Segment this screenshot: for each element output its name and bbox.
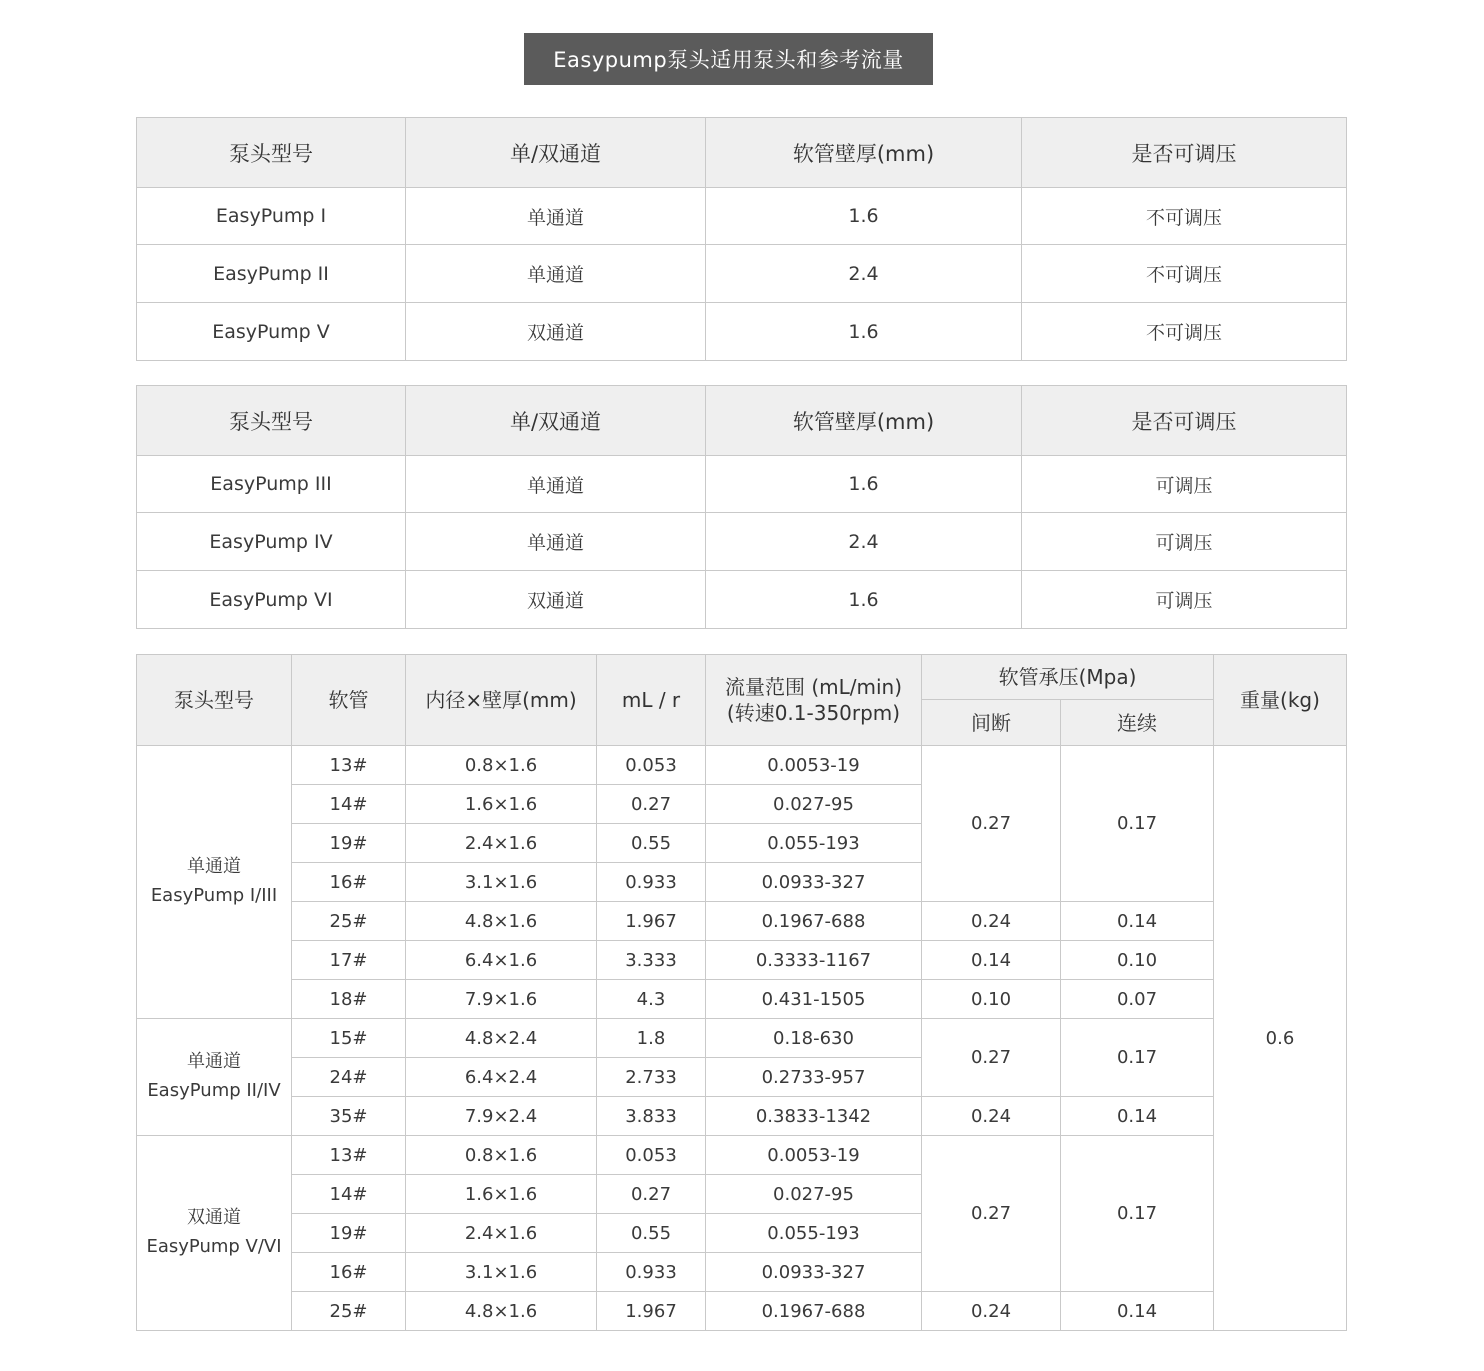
cell-ml-per-rev: 0.27 [597, 1175, 706, 1214]
header-weight: 重量(kg) [1214, 655, 1347, 746]
cell-ml-per-rev: 0.933 [597, 1253, 706, 1292]
cell-continuous: 0.17 [1061, 1019, 1214, 1097]
table-row [137, 1292, 1347, 1331]
cell-tube: 14# [292, 1175, 406, 1214]
cell-tube: 19# [292, 1214, 406, 1253]
header-intermittent: 间断 [922, 700, 1061, 746]
cell-model: EasyPump III [137, 456, 406, 513]
cell-wall-thickness: 1.6 [706, 303, 1022, 361]
cell-tube: 17# [292, 941, 406, 980]
cell-tube: 15# [292, 1019, 406, 1058]
cell-tube: 18# [292, 980, 406, 1019]
cell-ml-per-rev: 0.55 [597, 1214, 706, 1253]
header-model: 泵头型号 [137, 118, 406, 188]
group-label [137, 1136, 292, 1331]
group-channel: 双通道 [187, 1207, 241, 1229]
cell-ml-per-rev: 3.833 [597, 1097, 706, 1136]
cell-dims: 4.8×1.6 [406, 902, 597, 941]
cell-dims: 1.6×1.6 [406, 785, 597, 824]
cell-wall-thickness: 2.4 [706, 513, 1022, 571]
cell-wall-thickness: 2.4 [706, 245, 1022, 303]
page-title: Easypump泵头适用泵头和参考流量 [524, 33, 933, 85]
cell-continuous: 0.14 [1061, 1292, 1214, 1331]
cell-channel: 单通道 [406, 456, 706, 513]
group-channel: 单通道 [187, 1051, 241, 1073]
header-adjustable: 是否可调压 [1022, 118, 1347, 188]
cell-adjustable: 不可调压 [1022, 303, 1347, 361]
cell-flow: 0.431-1505 [706, 980, 922, 1019]
table-header-row [137, 655, 1347, 700]
group-model: EasyPump II/IV [147, 1080, 281, 1101]
cell-flow: 0.0933-327 [706, 1253, 922, 1292]
cell-ml-per-rev: 1.8 [597, 1019, 706, 1058]
cell-ml-per-rev: 0.053 [597, 746, 706, 785]
table-row [137, 456, 1347, 513]
table-row [137, 571, 1347, 629]
cell-dims: 6.4×1.6 [406, 941, 597, 980]
cell-channel: 双通道 [406, 571, 706, 629]
cell-intermittent: 0.14 [922, 941, 1061, 980]
table-header-row [137, 386, 1347, 456]
header-dims: 内径×壁厚(mm) [406, 655, 597, 746]
cell-dims: 6.4×2.4 [406, 1058, 597, 1097]
table-row [137, 1019, 1347, 1058]
group-model: EasyPump I/III [150, 885, 278, 906]
cell-model: EasyPump II [137, 245, 406, 303]
table-row [137, 902, 1347, 941]
cell-tube: 25# [292, 1292, 406, 1331]
header-channel: 单/双通道 [406, 118, 706, 188]
cell-ml-per-rev: 0.27 [597, 785, 706, 824]
pump-head-table-adjustable [136, 385, 1347, 629]
cell-adjustable: 不可调压 [1022, 245, 1347, 303]
header-model: 泵头型号 [137, 655, 292, 746]
cell-model: EasyPump V [137, 303, 406, 361]
header-flow-line1: 流量范围 (mL/min) [724, 675, 903, 699]
cell-tube: 13# [292, 746, 406, 785]
header-pressure: 软管承压(Mpa) [922, 655, 1214, 700]
cell-flow: 0.18-630 [706, 1019, 922, 1058]
header-flow-range [706, 655, 922, 746]
cell-channel: 双通道 [406, 303, 706, 361]
cell-tube: 16# [292, 1253, 406, 1292]
cell-model: EasyPump IV [137, 513, 406, 571]
cell-intermittent: 0.27 [922, 1019, 1061, 1097]
cell-intermittent: 0.27 [922, 1136, 1061, 1292]
header-wall-thickness: 软管壁厚(mm) [706, 386, 1022, 456]
cell-flow: 0.0933-327 [706, 863, 922, 902]
cell-flow: 0.055-193 [706, 1214, 922, 1253]
cell-flow: 0.0053-19 [706, 1136, 922, 1175]
cell-dims: 0.8×1.6 [406, 1136, 597, 1175]
cell-flow: 0.027-95 [706, 785, 922, 824]
cell-ml-per-rev: 1.967 [597, 1292, 706, 1331]
cell-channel: 单通道 [406, 188, 706, 245]
cell-flow: 0.3833-1342 [706, 1097, 922, 1136]
table-row [137, 245, 1347, 303]
header-channel: 单/双通道 [406, 386, 706, 456]
header-continuous: 连续 [1061, 700, 1214, 746]
flow-reference-table [136, 654, 1347, 1331]
cell-adjustable: 不可调压 [1022, 188, 1347, 245]
cell-dims: 3.1×1.6 [406, 1253, 597, 1292]
cell-tube: 16# [292, 863, 406, 902]
header-adjustable: 是否可调压 [1022, 386, 1347, 456]
cell-intermittent: 0.27 [922, 746, 1061, 902]
cell-ml-per-rev: 0.933 [597, 863, 706, 902]
cell-model: EasyPump I [137, 188, 406, 245]
cell-dims: 2.4×1.6 [406, 824, 597, 863]
cell-continuous: 0.07 [1061, 980, 1214, 1019]
header-ml-per-rev: mL / r [597, 655, 706, 746]
table-row [137, 513, 1347, 571]
cell-dims: 2.4×1.6 [406, 1214, 597, 1253]
table-row [137, 746, 1347, 785]
cell-flow: 0.2733-957 [706, 1058, 922, 1097]
header-flow-line2: (转速0.1-350rpm) [726, 701, 901, 725]
cell-wall-thickness: 1.6 [706, 456, 1022, 513]
table-row [137, 1136, 1347, 1175]
table-header-row [137, 118, 1347, 188]
cell-intermittent: 0.24 [922, 1292, 1061, 1331]
table-row [137, 980, 1347, 1019]
cell-tube: 19# [292, 824, 406, 863]
cell-continuous: 0.10 [1061, 941, 1214, 980]
cell-adjustable: 可调压 [1022, 456, 1347, 513]
cell-dims: 7.9×1.6 [406, 980, 597, 1019]
cell-flow: 0.0053-19 [706, 746, 922, 785]
cell-flow: 0.027-95 [706, 1175, 922, 1214]
cell-channel: 单通道 [406, 245, 706, 303]
header-tube: 软管 [292, 655, 406, 746]
cell-tube: 14# [292, 785, 406, 824]
cell-wall-thickness: 1.6 [706, 571, 1022, 629]
cell-adjustable: 可调压 [1022, 571, 1347, 629]
cell-dims: 4.8×1.6 [406, 1292, 597, 1331]
table-row [137, 1097, 1347, 1136]
cell-ml-per-rev: 0.55 [597, 824, 706, 863]
cell-flow: 0.3333-1167 [706, 941, 922, 980]
cell-intermittent: 0.10 [922, 980, 1061, 1019]
cell-continuous: 0.17 [1061, 1136, 1214, 1292]
header-model: 泵头型号 [137, 386, 406, 456]
cell-flow: 0.1967-688 [706, 1292, 922, 1331]
cell-tube: 25# [292, 902, 406, 941]
group-channel: 单通道 [187, 856, 241, 878]
cell-ml-per-rev: 2.733 [597, 1058, 706, 1097]
cell-dims: 7.9×2.4 [406, 1097, 597, 1136]
cell-wall-thickness: 1.6 [706, 188, 1022, 245]
cell-tube: 24# [292, 1058, 406, 1097]
cell-ml-per-rev: 0.053 [597, 1136, 706, 1175]
cell-ml-per-rev: 1.967 [597, 902, 706, 941]
cell-ml-per-rev: 3.333 [597, 941, 706, 980]
cell-flow: 0.1967-688 [706, 902, 922, 941]
group-label [137, 1019, 292, 1136]
group-label [137, 746, 292, 1019]
table-row [137, 303, 1347, 361]
cell-dims: 1.6×1.6 [406, 1175, 597, 1214]
cell-dims: 3.1×1.6 [406, 863, 597, 902]
cell-model: EasyPump VI [137, 571, 406, 629]
cell-continuous: 0.14 [1061, 902, 1214, 941]
cell-continuous: 0.14 [1061, 1097, 1214, 1136]
cell-weight: 0.6 [1214, 746, 1347, 1331]
table-row [137, 188, 1347, 245]
cell-intermittent: 0.24 [922, 1097, 1061, 1136]
table-row [137, 941, 1347, 980]
cell-ml-per-rev: 4.3 [597, 980, 706, 1019]
cell-adjustable: 可调压 [1022, 513, 1347, 571]
cell-channel: 单通道 [406, 513, 706, 571]
cell-intermittent: 0.24 [922, 902, 1061, 941]
header-wall-thickness: 软管壁厚(mm) [706, 118, 1022, 188]
cell-dims: 4.8×2.4 [406, 1019, 597, 1058]
cell-tube: 13# [292, 1136, 406, 1175]
pump-head-table-fixed [136, 117, 1347, 361]
cell-flow: 0.055-193 [706, 824, 922, 863]
group-model: EasyPump V/VI [146, 1236, 282, 1257]
cell-tube: 35# [292, 1097, 406, 1136]
cell-continuous: 0.17 [1061, 746, 1214, 902]
cell-dims: 0.8×1.6 [406, 746, 597, 785]
